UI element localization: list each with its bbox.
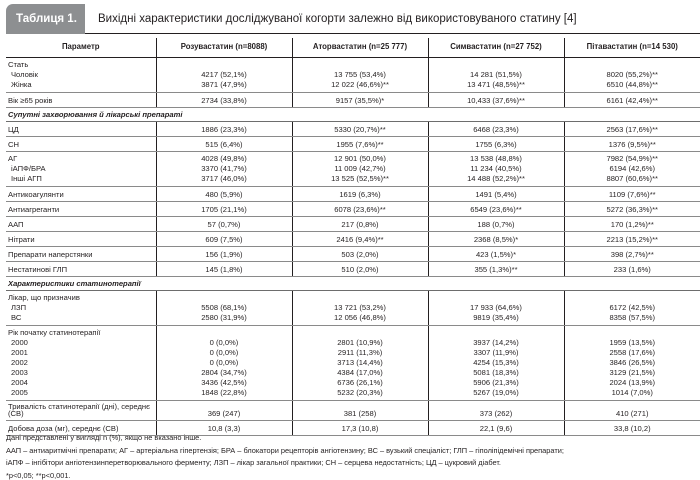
parameter-label: Препарати наперстянки bbox=[6, 246, 156, 261]
parameter-label: Антикоагулянти bbox=[6, 186, 156, 201]
parameter-label: Нітрати bbox=[6, 231, 156, 246]
value-line: 4254 (15,3%) bbox=[473, 357, 519, 367]
value-cell bbox=[292, 151, 428, 186]
value-line: 8020 (55,2%)** bbox=[606, 69, 658, 79]
value-line: 2580 (31,9%) bbox=[201, 312, 247, 322]
value-line bbox=[567, 293, 699, 303]
value-cell: 398 (2,7%)** bbox=[564, 246, 700, 261]
value-line: 8358 (57,5%) bbox=[609, 312, 656, 322]
value-line: 14 281 (51,5%) bbox=[470, 69, 522, 79]
value-line: 2801 (10,9%) bbox=[337, 337, 383, 347]
group-label: АГ bbox=[8, 153, 18, 163]
group-label: Рік початку статинотерапії bbox=[8, 327, 101, 337]
value-cell: 355 (1,3%)** bbox=[428, 261, 564, 276]
value-line: 13 755 (53,4%) bbox=[334, 69, 386, 79]
section-header-row bbox=[6, 107, 700, 121]
parameter-label: Тривалість статинотерапії (дні), середнє (СВ) bbox=[6, 400, 156, 420]
value-line: 6510 (44,8%)** bbox=[606, 79, 658, 89]
subgroup-label: 2003 bbox=[11, 367, 28, 377]
value-cell bbox=[156, 151, 292, 186]
value-line: 13 525 (52,5%)** bbox=[331, 173, 389, 183]
value-cell: 410 (271) bbox=[564, 400, 700, 420]
value-cell: 17,3 (10,8) bbox=[292, 420, 428, 435]
value-line: 3307 (11,9%) bbox=[473, 347, 519, 357]
value-cell bbox=[564, 57, 700, 92]
value-cell: 217 (0,8%) bbox=[292, 216, 428, 231]
table-row bbox=[6, 261, 700, 276]
value-line: 3370 (41,7%) bbox=[201, 163, 247, 173]
parameter-label: ЦД bbox=[6, 121, 156, 136]
value-cell: 373 (262) bbox=[428, 400, 564, 420]
table-row bbox=[6, 186, 700, 201]
value-cell: 2368 (8,5%)* bbox=[428, 231, 564, 246]
value-cell bbox=[564, 151, 700, 186]
value-line: 3871 (47,9%) bbox=[201, 79, 247, 89]
group-label: Стать bbox=[8, 59, 29, 69]
section-title: Характеристики статинотерапії bbox=[6, 276, 700, 290]
value-cell: 233 (1,6%) bbox=[564, 261, 700, 276]
group-label: Лікар, що призначив bbox=[8, 292, 80, 302]
value-line: 9819 (35,4%) bbox=[473, 312, 519, 322]
subgroup-label: Чоловік bbox=[11, 69, 38, 79]
value-cell: 1705 (21,1%) bbox=[156, 201, 292, 216]
value-line: 3436 (42,5%) bbox=[201, 377, 247, 387]
value-cell: 369 (247) bbox=[156, 400, 292, 420]
value-line: 17 933 (64,6%) bbox=[470, 302, 522, 312]
value-cell: 2416 (9,4%)** bbox=[292, 231, 428, 246]
value-cell bbox=[428, 290, 564, 325]
value-cell bbox=[428, 325, 564, 400]
value-line: 0 (0,0%) bbox=[209, 337, 239, 347]
value-line: 11 234 (40,5%) bbox=[470, 163, 522, 173]
table-row bbox=[6, 136, 700, 151]
footnote-line: іАПФ – інгібітори ангіотензинперетворювального ферменту; ЛЗП – лікар загальної практики; СН – серцева недостатність; ЦД – цукровий діабет. bbox=[6, 458, 501, 468]
value-line: 12 056 (46,8%) bbox=[334, 312, 386, 322]
value-cell: 503 (2,0%) bbox=[292, 246, 428, 261]
value-line bbox=[295, 60, 426, 70]
value-cell: 1955 (7,6%)** bbox=[292, 136, 428, 151]
value-cell: 6078 (23,6%)** bbox=[292, 201, 428, 216]
parameter-label: СН bbox=[6, 136, 156, 151]
subgroup-label: 2000 bbox=[11, 337, 28, 347]
value-line: 8807 (60,6%)** bbox=[606, 173, 658, 183]
value-line: 11 009 (42,7%) bbox=[334, 163, 386, 173]
value-line bbox=[567, 328, 699, 338]
subgroup-label: ЛЗП bbox=[11, 302, 27, 312]
table-row bbox=[6, 216, 700, 231]
footnote-line: *p<0,05; **p<0,001. bbox=[6, 470, 71, 480]
header-pitavastatin: Пітавастатин (n=14 530) bbox=[564, 38, 700, 57]
value-line: 6172 (42,5%) bbox=[609, 302, 656, 312]
value-cell: 381 (258) bbox=[292, 400, 428, 420]
value-line: 12 022 (46,6%)** bbox=[331, 79, 389, 89]
value-line: 5508 (68,1%) bbox=[201, 302, 247, 312]
table-row bbox=[6, 121, 700, 136]
value-cell: 1886 (23,3%) bbox=[156, 121, 292, 136]
table-caption: Вихідні характеристики досліджуваної когорти залежно від використовуваного статину [4] bbox=[98, 13, 577, 25]
table-row bbox=[6, 290, 700, 325]
header-parameter: Параметр bbox=[6, 38, 156, 57]
value-line: 5081 (18,3%) bbox=[473, 367, 519, 377]
value-cell: 6549 (23,6%)** bbox=[428, 201, 564, 216]
value-line bbox=[431, 328, 562, 338]
value-line bbox=[431, 293, 562, 303]
value-cell: 480 (5,9%) bbox=[156, 186, 292, 201]
parameter-label: Добова доза (мг), середнє (СВ) bbox=[6, 420, 156, 435]
value-cell: 156 (1,9%) bbox=[156, 246, 292, 261]
table-row bbox=[6, 325, 700, 400]
table-row bbox=[6, 400, 700, 420]
value-line bbox=[295, 328, 426, 338]
value-cell: 6468 (23,3%) bbox=[428, 121, 564, 136]
value-line bbox=[159, 328, 290, 338]
value-cell bbox=[292, 290, 428, 325]
value-line: 4217 (52,1%) bbox=[201, 69, 247, 79]
table-footnotes bbox=[6, 432, 700, 480]
value-cell: 22,1 (9,6) bbox=[428, 420, 564, 435]
value-line: 1959 (13,5%) bbox=[609, 337, 656, 347]
table-row bbox=[6, 246, 700, 261]
subgroup-label: 2001 bbox=[11, 347, 28, 357]
value-line: 5232 (20,3%) bbox=[337, 387, 383, 397]
value-cell bbox=[156, 290, 292, 325]
value-line: 0 (0,0%) bbox=[209, 347, 239, 357]
value-cell bbox=[564, 290, 700, 325]
value-line: 1014 (7,0%) bbox=[611, 387, 653, 397]
value-line: 2911 (11,3%) bbox=[337, 347, 383, 357]
value-line: 6736 (26,1%) bbox=[337, 377, 383, 387]
value-cell: 2734 (33,8%) bbox=[156, 92, 292, 107]
value-line bbox=[431, 60, 562, 70]
value-cell: 188 (0,7%) bbox=[428, 216, 564, 231]
table-row bbox=[6, 201, 700, 216]
value-cell: 1376 (9,5%)** bbox=[564, 136, 700, 151]
footnote-line: Дані представлені у вигляді n (%), якщо не вказано інше. bbox=[6, 433, 202, 442]
parameter-label bbox=[6, 151, 156, 186]
footnote-line: ААП – антиаритмічні препарати; АГ – артеріальна гіпертензія; БРА – блокатори рецепторів ангіотензину; ВС – вузький спеціаліст; ГЛП – гіполіпідемічні препарати; bbox=[6, 445, 564, 455]
value-line: 2024 (13,9%) bbox=[609, 377, 656, 387]
value-cell: 33,8 (10,2) bbox=[564, 420, 700, 435]
baseline-characteristics-table bbox=[6, 38, 700, 436]
subgroup-label: ВС bbox=[11, 312, 22, 322]
value-line: 5906 (21,3%) bbox=[473, 377, 519, 387]
value-cell: 170 (1,2%)** bbox=[564, 216, 700, 231]
table-number-badge: Таблиця 1. bbox=[6, 4, 85, 34]
subgroup-label: 2004 bbox=[11, 377, 28, 387]
value-cell: 2213 (15,2%)** bbox=[564, 231, 700, 246]
value-line: 3129 (21,5%) bbox=[609, 367, 656, 377]
value-line: 13 721 (53,2%) bbox=[334, 302, 386, 312]
value-line: 14 488 (52,2%)** bbox=[467, 173, 525, 183]
subgroup-label: іАПФ/БРА bbox=[11, 163, 46, 173]
value-cell bbox=[156, 325, 292, 400]
header-rosuvastatin: Розувастатин (n=8088) bbox=[156, 38, 292, 57]
value-line: 5267 (19,0%) bbox=[473, 387, 519, 397]
value-cell: 145 (1,8%) bbox=[156, 261, 292, 276]
table-title-bar bbox=[6, 4, 700, 34]
value-cell: 510 (2,0%) bbox=[292, 261, 428, 276]
value-line: 2558 (17,6%) bbox=[609, 347, 656, 357]
value-cell: 57 (0,7%) bbox=[156, 216, 292, 231]
parameter-label: Нестатинові ГЛП bbox=[6, 261, 156, 276]
value-cell: 1619 (6,3%) bbox=[292, 186, 428, 201]
value-line: 4028 (49,8%) bbox=[201, 153, 247, 163]
value-cell: 1491 (5,4%) bbox=[428, 186, 564, 201]
table-row bbox=[6, 92, 700, 107]
value-cell: 9157 (35,5%)* bbox=[292, 92, 428, 107]
parameter-label bbox=[6, 290, 156, 325]
parameter-label: Антиагреганти bbox=[6, 201, 156, 216]
value-cell: 5272 (36,3%)** bbox=[564, 201, 700, 216]
value-cell: 5330 (20,7%)** bbox=[292, 121, 428, 136]
value-line: 13 471 (48,5%)** bbox=[467, 79, 525, 89]
parameter-label: Вік ≥65 років bbox=[6, 92, 156, 107]
value-line: 12 901 (50,0%) bbox=[334, 153, 386, 163]
subgroup-label: 2002 bbox=[11, 357, 28, 367]
value-cell: 1755 (6,3%) bbox=[428, 136, 564, 151]
value-line bbox=[567, 60, 699, 70]
value-line bbox=[159, 60, 290, 70]
table-row bbox=[6, 57, 700, 92]
value-cell: 609 (7,5%) bbox=[156, 231, 292, 246]
value-cell: 423 (1,5%)* bbox=[428, 246, 564, 261]
table-row bbox=[6, 151, 700, 186]
value-cell: 515 (6,4%) bbox=[156, 136, 292, 151]
header-atorvastatin: Аторвастатин (n=25 777) bbox=[292, 38, 428, 57]
value-line: 7982 (54,9%)** bbox=[606, 153, 658, 163]
value-line: 6194 (42,6%) bbox=[609, 163, 656, 173]
value-line: 2804 (34,7%) bbox=[201, 367, 247, 377]
value-line bbox=[159, 293, 290, 303]
parameter-label: ААП bbox=[6, 216, 156, 231]
header-simvastatin: Симвастатин (n=27 752) bbox=[428, 38, 564, 57]
subgroup-label: Жінка bbox=[11, 79, 32, 89]
value-line: 3937 (14,2%) bbox=[473, 337, 519, 347]
value-cell bbox=[292, 57, 428, 92]
value-line bbox=[295, 293, 426, 303]
section-title: Супутні захворювання й лікарські препараті bbox=[6, 107, 700, 121]
parameter-label bbox=[6, 57, 156, 92]
value-cell: 10,433 (37,6%)** bbox=[428, 92, 564, 107]
value-line: 0 (0,0%) bbox=[209, 357, 239, 367]
value-line: 4384 (17,0%) bbox=[337, 367, 383, 377]
value-line: 13 538 (48,8%) bbox=[470, 153, 522, 163]
value-cell bbox=[564, 325, 700, 400]
value-line: 3717 (46,0%) bbox=[201, 173, 247, 183]
value-cell: 2563 (17,6%)** bbox=[564, 121, 700, 136]
section-header-row bbox=[6, 276, 700, 290]
value-cell bbox=[292, 325, 428, 400]
parameter-label bbox=[6, 325, 156, 400]
table-header-row bbox=[6, 38, 700, 57]
subgroup-label: 2005 bbox=[11, 387, 28, 397]
value-cell: 10,8 (3,3) bbox=[156, 420, 292, 435]
value-cell: 1109 (7,6%)** bbox=[564, 186, 700, 201]
value-cell: 6161 (42,4%)** bbox=[564, 92, 700, 107]
value-cell bbox=[156, 57, 292, 92]
table-row bbox=[6, 231, 700, 246]
value-cell bbox=[428, 57, 564, 92]
subgroup-label: Інші АГП bbox=[11, 173, 42, 183]
value-line: 3846 (26,5%) bbox=[609, 357, 656, 367]
value-line: 1848 (22,8%) bbox=[201, 387, 247, 397]
value-line: 3713 (14,4%) bbox=[337, 357, 383, 367]
value-cell bbox=[428, 151, 564, 186]
